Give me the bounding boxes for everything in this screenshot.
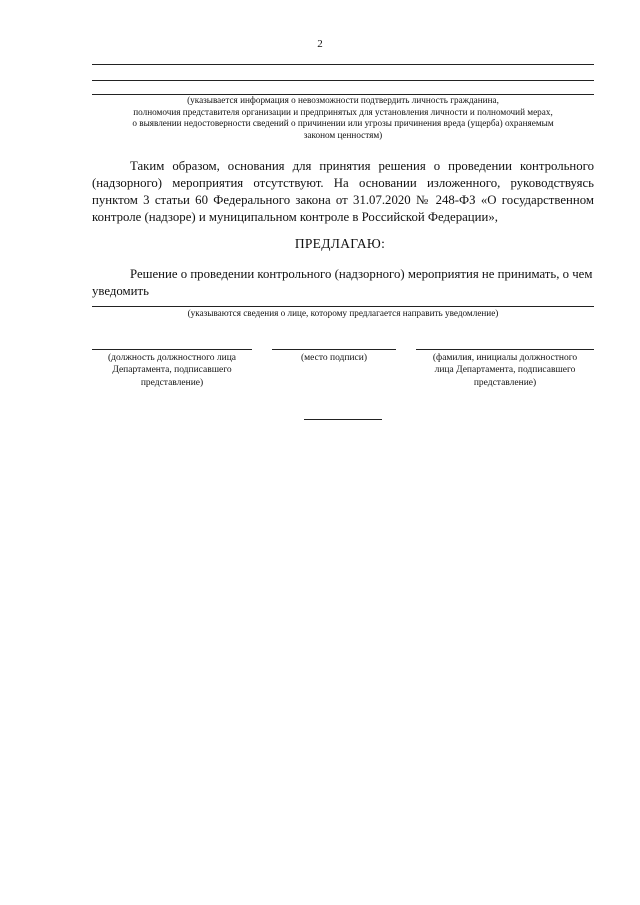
signature-place [272, 349, 396, 364]
page-number: 2 [317, 38, 323, 50]
signature-caption: (должность должностного лица [107, 353, 237, 363]
signature-line [272, 349, 396, 350]
signature-caption: представление) [473, 377, 537, 388]
signature-caption: представление) [140, 377, 204, 388]
note-line: (указывается информация о невозможности подтвердить личность гражданина, [187, 95, 499, 105]
fill-line-1 [92, 64, 594, 65]
note-line: полномочия представителя организации и предпринятых для установления личности и полномочий мерах, [133, 106, 553, 117]
signature-position [92, 349, 252, 389]
signature-line [416, 349, 594, 350]
signature-caption: лица Департамента, подписавшего [434, 365, 576, 376]
conclusion-paragraph [92, 158, 594, 226]
signature-caption: Департамента, подписавшего [112, 365, 232, 376]
signature-name [416, 349, 594, 389]
note-line: (указываются сведения о лице, которому предлагается направить уведомление) [187, 308, 499, 318]
proposal-paragraph [92, 266, 594, 300]
paragraph-line: Решение о проведении контрольного (надзорного) мероприятия не принимать, о чем [130, 267, 593, 281]
paragraph-line: Таким образом, основания для принятия решения о проведении контрольного [130, 159, 594, 173]
recipient-note [92, 308, 594, 320]
signature-caption: (фамилия, инициалы должностного [432, 353, 578, 363]
note-line: законом ценностям) [303, 129, 383, 140]
heading-propose: ПРЕДЛАГАЮ: [294, 236, 386, 251]
paragraph-line: (надзорного) мероприятия отсутствуют. На основании изложенного, руководствуясь [92, 176, 594, 190]
signature-line [92, 349, 252, 350]
paragraph-line: пунктом 3 статьи 60 Федерального закона от 31.07.2020 № 248-ФЗ «О государственном [92, 193, 594, 207]
fill-line-2 [92, 80, 594, 81]
end-of-document-line [304, 419, 382, 420]
signature-caption: (место подписи) [300, 353, 368, 363]
recipient-fill-line [92, 306, 594, 307]
note-line: о выявлении недостоверности сведений о причинении или угрозы причинения вреда (ущерба) охраняемым [132, 118, 554, 129]
impossibility-note [92, 95, 594, 141]
paragraph-line: уведомить [92, 284, 149, 298]
paragraph-line: контроле (надзоре) и муниципальном контроле в Российской Федерации», [92, 210, 498, 224]
